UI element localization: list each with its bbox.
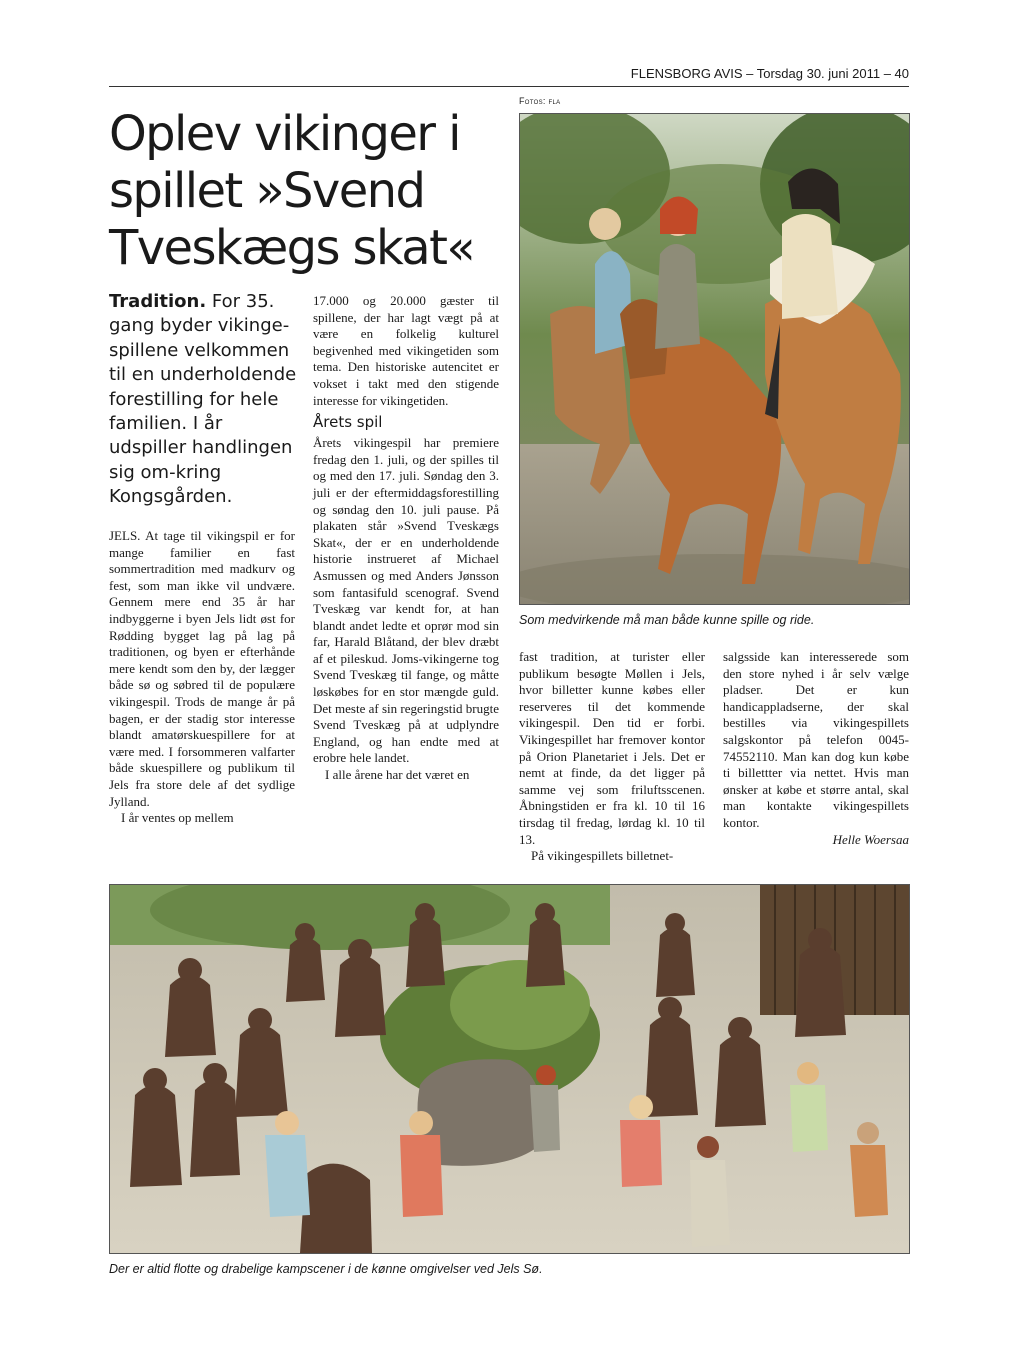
running-head: FLENSBORG AVIS – Torsdag 30. juni 2011 – 40 [109,64,909,87]
column-1 [109,528,295,827]
riders-illustration [520,114,909,604]
body-paragraph: På vikingespillets billetnet- [531,848,674,864]
body-paragraph: 17.000 og 20.000 gæster til spillene, der har lagt vægt på at være en folkelig kulturel begivenhed med vikingetiden som tema. Den historiske autencitet er vokset i takt med den stigende interesse for vikingetiden. [313,293,499,408]
column-3 [519,649,705,865]
riders-photo [519,113,910,605]
lead-text: For 35. gang byder vikinge-spillene velkommen til en underholdende forestilling for hele familien. I år udspiller handlingen sig om-kring Kongsgården. [109,291,297,508]
lead-kicker: Tradition. [109,291,207,312]
battle-scene-photo [109,884,910,1254]
byline: Helle Woersaa [832,831,909,847]
headline: Oplev vikinger i spillet »Svend Tveskægs skat« [109,106,475,276]
body-paragraph: salgsside kan interesserede som den store nyhed i år selv vælge pladser. Det er kun handicappladserne, der skal bestilles via vikingespillets salgskontor på telefon 0045-74552110. Man kan dog kun købe ti billettter via nettet. Hvis man ønsker at købe et større antal, skal man kontakte vikingespillets kontor. [723,649,909,830]
body-paragraph: JELS. At tage til vikingspil er for mange familier en fast sommertradition med madkurv og fest, som man ikke vil undvære. Gennem mere end 35 år har indbyggerne i byen Jels lidt øst for Rødding bygget lag på lag på traditionen, og byen er efterhånde mere kendt som den by, der lægger både sø og søbred til de populære vikingespil. Trods de mange år på bagen, er der stadig stor interesse blandt amatørskuespillere for at være med. I forsommeren valfarter både skuespillere og publikum til Jels fra store dele af det sydlige Jylland. [109,528,295,809]
body-paragraph: Årets vikingespil har premiere fredag den 1. juli, og der spilles til og med den 17. juli. Søndag den 3. juli er der eftermiddagsforestilling og søndag den 10. juli pause. På plakaten står »Svend Tveskægs Skat«, der er en underholdende historie instrueret af Michael Asmussen og med Anders Jønsson som fantasifuld scenograf. Svend Tveskæg var kendt for, at han blandt andet ledte et oprør mod sin far, Harald Blåtand, der blev dræbt af et pileskud. Joms-vikingerne tog Svend Tveskæg til fange, og måtte løskøbes for en stor mængde guld. Det meste af sin regeringstid brugte Svend Tveskæg på at udplyndre England, og han endte med at erobre hele landet. [313,435,499,766]
column-4 [723,649,909,848]
body-paragraph: fast tradition, at turister eller publikum besøgte Møllen i Jels, hvor billetter kunne købes eller reserveres til det kommende vikingespil. Den tid er forbi. Vikingespillet har fremover kontor på Orion Planetariet i Jels. Det er nemt at finde, da det ligger på samme vej som friluftsscenen. Åbningstiden er fra kl. 10 til 16 tirsdag til fredag, lørdag kl. 10 til 13. [519,649,705,847]
battle-scene-illustration [110,885,909,1253]
subheading: Årets spil [313,413,383,432]
body-paragraph: I år ventes op mellem [121,810,234,826]
bottom-photo-caption: Der er altid flotte og drabelige kampscener i de kønne omgivelser ved Jels Sø. [109,1262,543,1276]
body-paragraph: I alle årene har det været en [325,767,470,783]
column-2 [313,293,499,784]
photo-credit: Fotos: fla [519,96,561,106]
lead-paragraph [109,290,299,510]
top-photo-caption: Som medvirkende må man både kunne spille og ride. [519,613,815,627]
